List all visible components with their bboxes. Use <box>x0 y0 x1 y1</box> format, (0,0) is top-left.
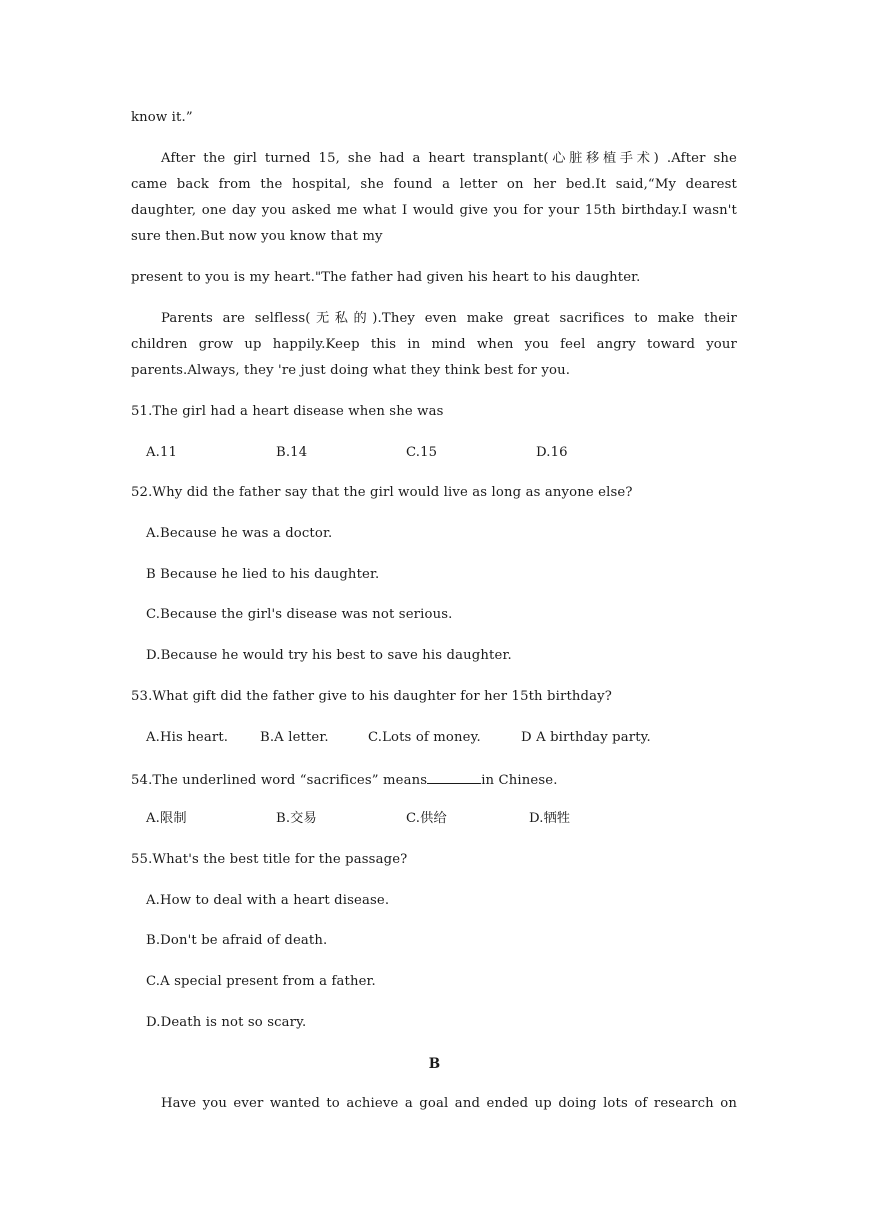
passage-line: sure then.But now you know that my <box>131 229 383 244</box>
option-b[interactable]: B.交易 <box>276 811 317 826</box>
option-c[interactable]: C.A special present from a father. <box>146 974 376 989</box>
option-d[interactable]: D.16 <box>536 445 568 460</box>
passage-line: After the girl turned 15, she had a heart transplant(心脏移植手术) .After she <box>161 151 737 166</box>
question-54-stem-start: 54.The underlined word “sacrifices” means <box>131 773 428 788</box>
question-55-stem: 55.What's the best title for the passage? <box>131 852 408 867</box>
option-a[interactable]: A.Because he was a doctor. <box>146 526 333 541</box>
question-51-stem: 51.The girl had a heart disease when she was <box>131 404 444 419</box>
passage-line: present to you is my heart."The father had given his heart to his daughter. <box>131 270 641 285</box>
option-c[interactable]: C.供给 <box>406 811 447 826</box>
option-c[interactable]: C.Because the girl's disease was not serious. <box>146 607 453 622</box>
question-54-options <box>146 811 746 827</box>
option-b[interactable]: B.A letter. <box>260 730 329 745</box>
passage-line: Parents are selfless(无私的).They even make great sacrifices to make their <box>161 311 737 326</box>
passage-line: parents.Always, they 're just doing what they think best for you. <box>131 363 571 378</box>
passage-line: children grow up happily.Keep this in mind when you feel angry toward your <box>131 337 737 352</box>
passage-line: came back from the hospital, she found a letter on her bed.It said,“My dearest <box>131 177 737 192</box>
option-b[interactable]: B.14 <box>276 445 308 460</box>
option-a[interactable]: A.How to deal with a heart disease. <box>146 893 390 908</box>
option-d[interactable]: D.Death is not so scary. <box>146 1015 307 1030</box>
passage-line: daughter, one day you asked me what I would give you for your 15th birthday.I wasn't <box>131 203 737 218</box>
option-b[interactable]: B Because he lied to his daughter. <box>146 567 380 582</box>
option-a[interactable]: A.11 <box>146 445 178 460</box>
question-51-options <box>146 445 746 461</box>
question-53-options <box>146 730 746 746</box>
section-b-first-line: Have you ever wanted to achieve a goal and ended up doing lots of research on <box>161 1096 737 1111</box>
option-c[interactable]: C.Lots of money. <box>368 730 481 745</box>
option-d[interactable]: D.牺牲 <box>529 811 571 826</box>
option-a[interactable]: A.His heart. <box>146 730 229 745</box>
question-53-stem: 53.What gift did the father give to his daughter for her 15th birthday? <box>131 689 612 704</box>
passage-line: know it.” <box>131 110 193 125</box>
answer-blank[interactable] <box>427 771 481 784</box>
section-heading: B <box>428 1056 441 1072</box>
option-d[interactable]: D.Because he would try his best to save his daughter. <box>146 648 512 663</box>
question-54-stem-end: in Chinese. <box>481 773 558 788</box>
option-d[interactable]: D A birthday party. <box>521 730 651 745</box>
option-c[interactable]: C.15 <box>406 445 438 460</box>
question-54-stem <box>131 771 558 789</box>
question-52-stem: 52.Why did the father say that the girl would live as long as anyone else? <box>131 485 633 500</box>
option-b[interactable]: B.Don't be afraid of death. <box>146 933 328 948</box>
option-a[interactable]: A.限制 <box>146 811 187 826</box>
